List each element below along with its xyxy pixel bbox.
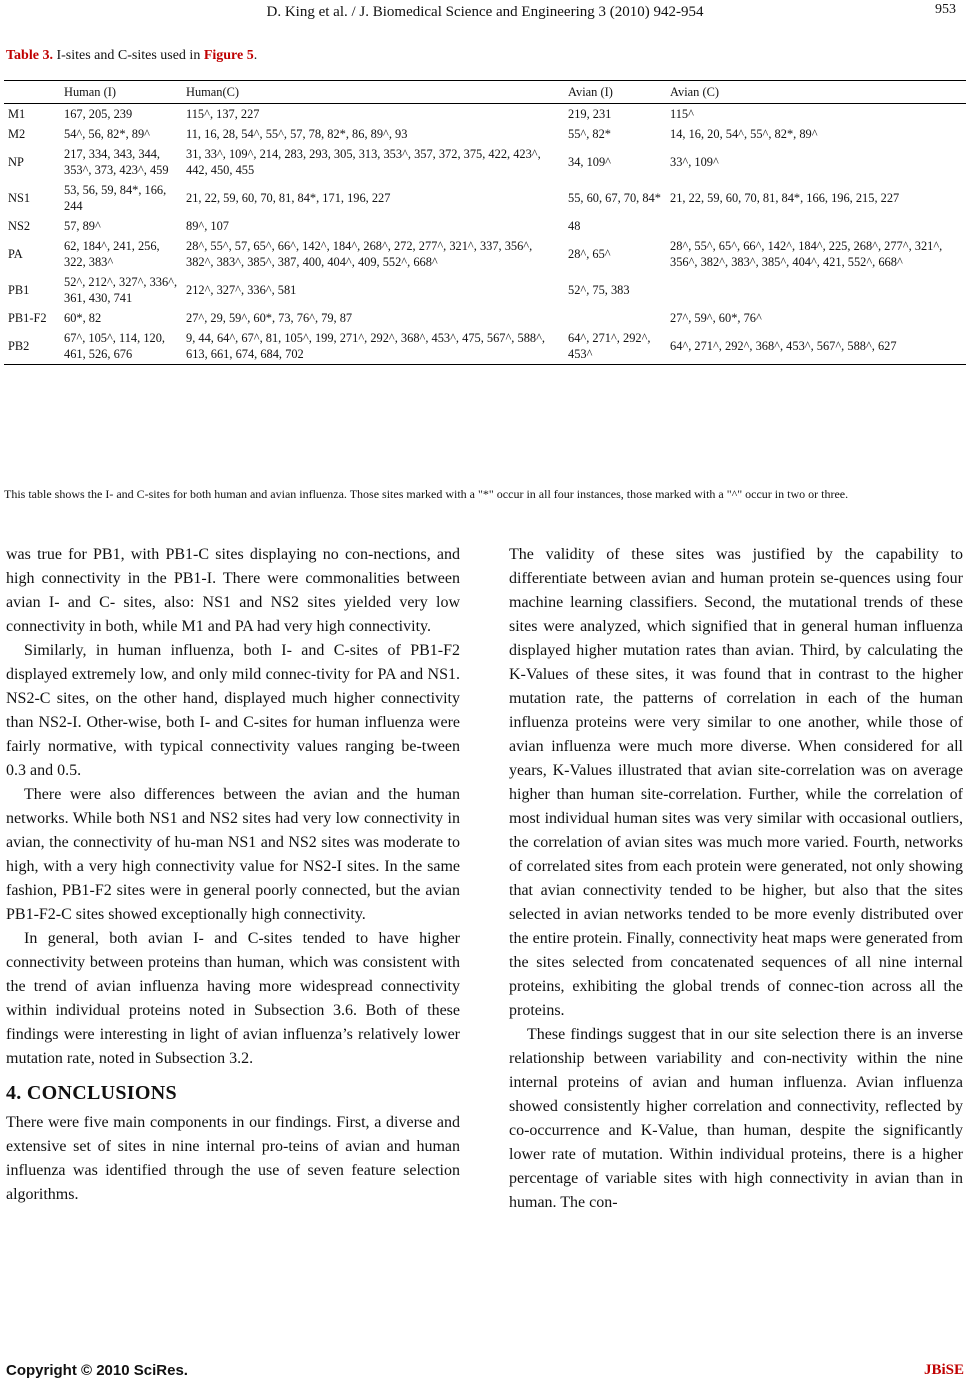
- sites-cell: 31, 33^, 109^, 214, 283, 293, 305, 313, 353^, 357, 372, 375, 422, 423^, 442, 450, 455: [186, 147, 541, 177]
- sites-cell: [666, 272, 966, 308]
- sites-cell: 60*, 82: [64, 311, 102, 325]
- sites-cell: 28^, 65^: [568, 247, 611, 261]
- sites-cell: 21, 22, 59, 60, 70, 81, 84*, 166, 196, 215, 227: [670, 191, 900, 205]
- sites-cell: 54^, 56, 82*, 89^: [64, 127, 150, 141]
- table-row: [4, 144, 966, 180]
- sites-table: [4, 80, 966, 365]
- section-heading: 4. CONCLUSIONS: [6, 1082, 177, 1104]
- table-caption: [6, 48, 257, 64]
- protein-cell: PB1-F2: [8, 311, 47, 325]
- protein-cell: NP: [8, 155, 24, 169]
- sites-cell: 55, 60, 67, 70, 84*: [568, 191, 661, 205]
- paragraph: The validity of these sites was justified by the capability to differentiate between avian and human protein se-quences using four machine learning classifiers. Second, the mutational trends of these sites were analyzed, which signified that in general human influenza displayed higher mutation rates than avian. Third, by calculating the K-Values of these sites, it was found that in contrast to the higher mutation rate, the patterns of correlation in each of the human influenza proteins were very similar to one another, while those of avian influenza were much more diverse. When considered for all years, K-Values illustrated that avian site-correlation was on average higher than human site-correlation. Further, while the correlation of most individual human sites was very similar with occasional outliers, the correlation of avian sites was much more varied. Fourth, networks of correlated sites from each protein were generated, not only showing that avian connectivity tended to be higher, but also that the sites selected in avian networks tended to be more evenly distributed over the entire protein. Finally, connectivity heat maps were generated from the sites selected from concatenated sequences of all nine internal proteins, exhibiting the global trends of connec-tion across all the proteins.: [509, 546, 963, 1019]
- protein-cell: PA: [8, 247, 23, 261]
- sites-cell: 217, 334, 343, 344, 353^, 373, 423^, 459: [64, 147, 169, 177]
- sites-cell: 28^, 55^, 57, 65^, 66^, 142^, 184^, 268^, 272, 277^, 321^, 337, 356^, 382^, 383^, 385^, 387, 400, 404^, 409, 552^, 668^: [186, 239, 533, 269]
- table-row: [4, 272, 966, 308]
- table-row: [4, 216, 966, 236]
- table-row: [4, 104, 966, 125]
- sites-cell: 28^, 55^, 65^, 66^, 142^, 184^, 225, 268^, 277^, 321^, 356^, 382^, 383^, 385^, 404^, 421, 552^, 668^: [670, 239, 943, 269]
- sites-cell: 167, 205, 239: [64, 107, 133, 121]
- table-label: Table 3.: [6, 48, 53, 63]
- caption-text: I-sites and C-sites used in: [52, 48, 204, 63]
- running-head: D. King et al. / J. Biomedical Science and Engineering 3 (2010) 942-954: [266, 4, 704, 20]
- table-header-row: [4, 81, 966, 104]
- page-number: 953: [935, 2, 956, 17]
- sites-cell: 27^, 29, 59^, 60*, 73, 76^, 79, 87: [186, 311, 353, 325]
- paragraph: There were five main components in our findings. First, a diverse and extensive set of sites in nine internal pro-teins of avian and human influenza was identified through the use of seven feature selection algorithms.: [6, 1114, 460, 1203]
- figure-link[interactable]: Figure 5: [203, 48, 254, 63]
- paragraph: Similarly, in human influenza, both I- and C-sites of PB1-F2 displayed extremely low, and only mild connec-tivity for PA and NS1. NS2-C sites, on the other hand, displayed much higher connectivity than NS2-I. Other-wise, both I- and C-sites for human influenza were fairly normative, with typical connectivity values ranging be-tween 0.3 and 0.5.: [6, 642, 460, 779]
- table-row: [4, 180, 966, 216]
- sites-cell: 212^, 327^, 336^, 581: [186, 283, 297, 297]
- protein-cell: M1: [8, 107, 26, 121]
- protein-cell: M2: [8, 127, 26, 141]
- paragraph: In general, both avian I- and C-sites tended to have higher connectivity between proteins than human, which was consistent with the trend of avian influenza having more widespread connectivity within individual proteins noted in Subsection 3.6. Both of these findings were interesting in light of avian influenza’s relatively lower mutation rate, noted in Subsection 3.2.: [6, 930, 460, 1067]
- page-header: [0, 2, 970, 22]
- protein-cell: PB2: [8, 339, 30, 353]
- copyright: Copyright © 2010 SciRes.: [6, 1362, 188, 1379]
- table-note: This table shows the I- and C-sites for both human and avian influenza. Those sites marked with a "*" occur in all four instances, those marked with a "^" occur in two or three.: [4, 487, 849, 501]
- sites-cell: 115^, 137, 227: [186, 107, 260, 121]
- protein-cell: PB1: [8, 283, 30, 297]
- sites-cell: 64^, 271^, 292^, 453^: [568, 331, 651, 361]
- header-cell: Avian (C): [670, 85, 719, 99]
- header-cell: Avian (I): [568, 85, 613, 99]
- table-row: [4, 328, 966, 365]
- sites-cell: 21, 22, 59, 60, 70, 81, 84*, 171, 196, 227: [186, 191, 391, 205]
- page-footer: [6, 1362, 964, 1384]
- sites-cell: 62, 184^, 241, 256, 322, 383^: [64, 239, 160, 269]
- sites-cell: 57, 89^: [64, 219, 101, 233]
- paragraph: There were also differences between the avian and the human networks. While both NS1 and NS2 sites had very low connectivity in avian, the connectivity of hu-man NS1 and NS2 sites was moderate to high, with a very high connectivity value for NS2-I sites. In the same fashion, PB1-F2 sites were in general poorly connected, but the avian PB1-F2-C sites showed exceptionally high connectivity.: [6, 786, 460, 923]
- sites-cell: 115^: [670, 107, 694, 121]
- sites-cell: 48: [568, 219, 581, 233]
- table-row: [4, 236, 966, 272]
- paragraph: These findings suggest that in our site selection there is an inverse relationship between variability and con-nectivity within the nine internal proteins of avian and human influenza. Avian influenza showed consistently higher correlation and connectivity, reflected by co-occurrence and K-Value, than human, despite the significantly lower rate of mutation. Within individual proteins, there is a higher percentage of variable sites with high connectivity in avian than in human. The con-: [509, 1026, 963, 1211]
- protein-cell: NS1: [8, 191, 31, 205]
- sites-cell: 67^, 105^, 114, 120, 461, 526, 676: [64, 331, 166, 361]
- header-cell: [4, 81, 60, 104]
- sites-cell: 34, 109^: [568, 155, 611, 169]
- left-column: [6, 543, 460, 1207]
- sites-cell: [564, 308, 666, 328]
- table-row: [4, 308, 966, 328]
- sites-cell: 55^, 82*: [568, 127, 611, 141]
- sites-cell: [666, 216, 966, 236]
- sites-cell: 52^, 75, 383: [568, 283, 630, 297]
- caption-end: .: [253, 48, 258, 63]
- sites-cell: 89^, 107: [186, 219, 229, 233]
- header-cell: Human (I): [64, 85, 116, 99]
- paragraph: was true for PB1, with PB1-C sites displaying no con-nections, and high connectivity in the PB1-I. There were commonalities between avian I- and C- sites, also: NS1 and NS2 sites yielded very low connectivity in both, while M1 and PA had very high connectivity.: [6, 546, 460, 635]
- sites-cell: 53, 56, 59, 84*, 166, 244: [64, 183, 167, 213]
- right-column: [509, 543, 963, 1215]
- sites-cell: 14, 16, 20, 54^, 55^, 82*, 89^: [670, 127, 818, 141]
- table-row: [4, 124, 966, 144]
- sites-cell: 33^, 109^: [670, 155, 719, 169]
- sites-cell: 219, 231: [568, 107, 612, 121]
- sites-cell: 11, 16, 28, 54^, 55^, 57, 78, 82*, 86, 89^, 93: [186, 127, 408, 141]
- journal-name: JBiSE: [923, 1362, 964, 1378]
- sites-cell: 64^, 271^, 292^, 368^, 453^, 567^, 588^, 627: [670, 339, 897, 353]
- sites-cell: 27^, 59^, 60*, 76^: [670, 311, 762, 325]
- sites-cell: 52^, 212^, 327^, 336^, 361, 430, 741: [64, 275, 178, 305]
- sites-cell: 9, 44, 64^, 67^, 81, 105^, 199, 271^, 292^, 368^, 453^, 475, 567^, 588^, 613, 661, 674, 684, 702: [186, 331, 545, 361]
- protein-cell: NS2: [8, 219, 31, 233]
- header-cell: Human(C): [186, 85, 239, 99]
